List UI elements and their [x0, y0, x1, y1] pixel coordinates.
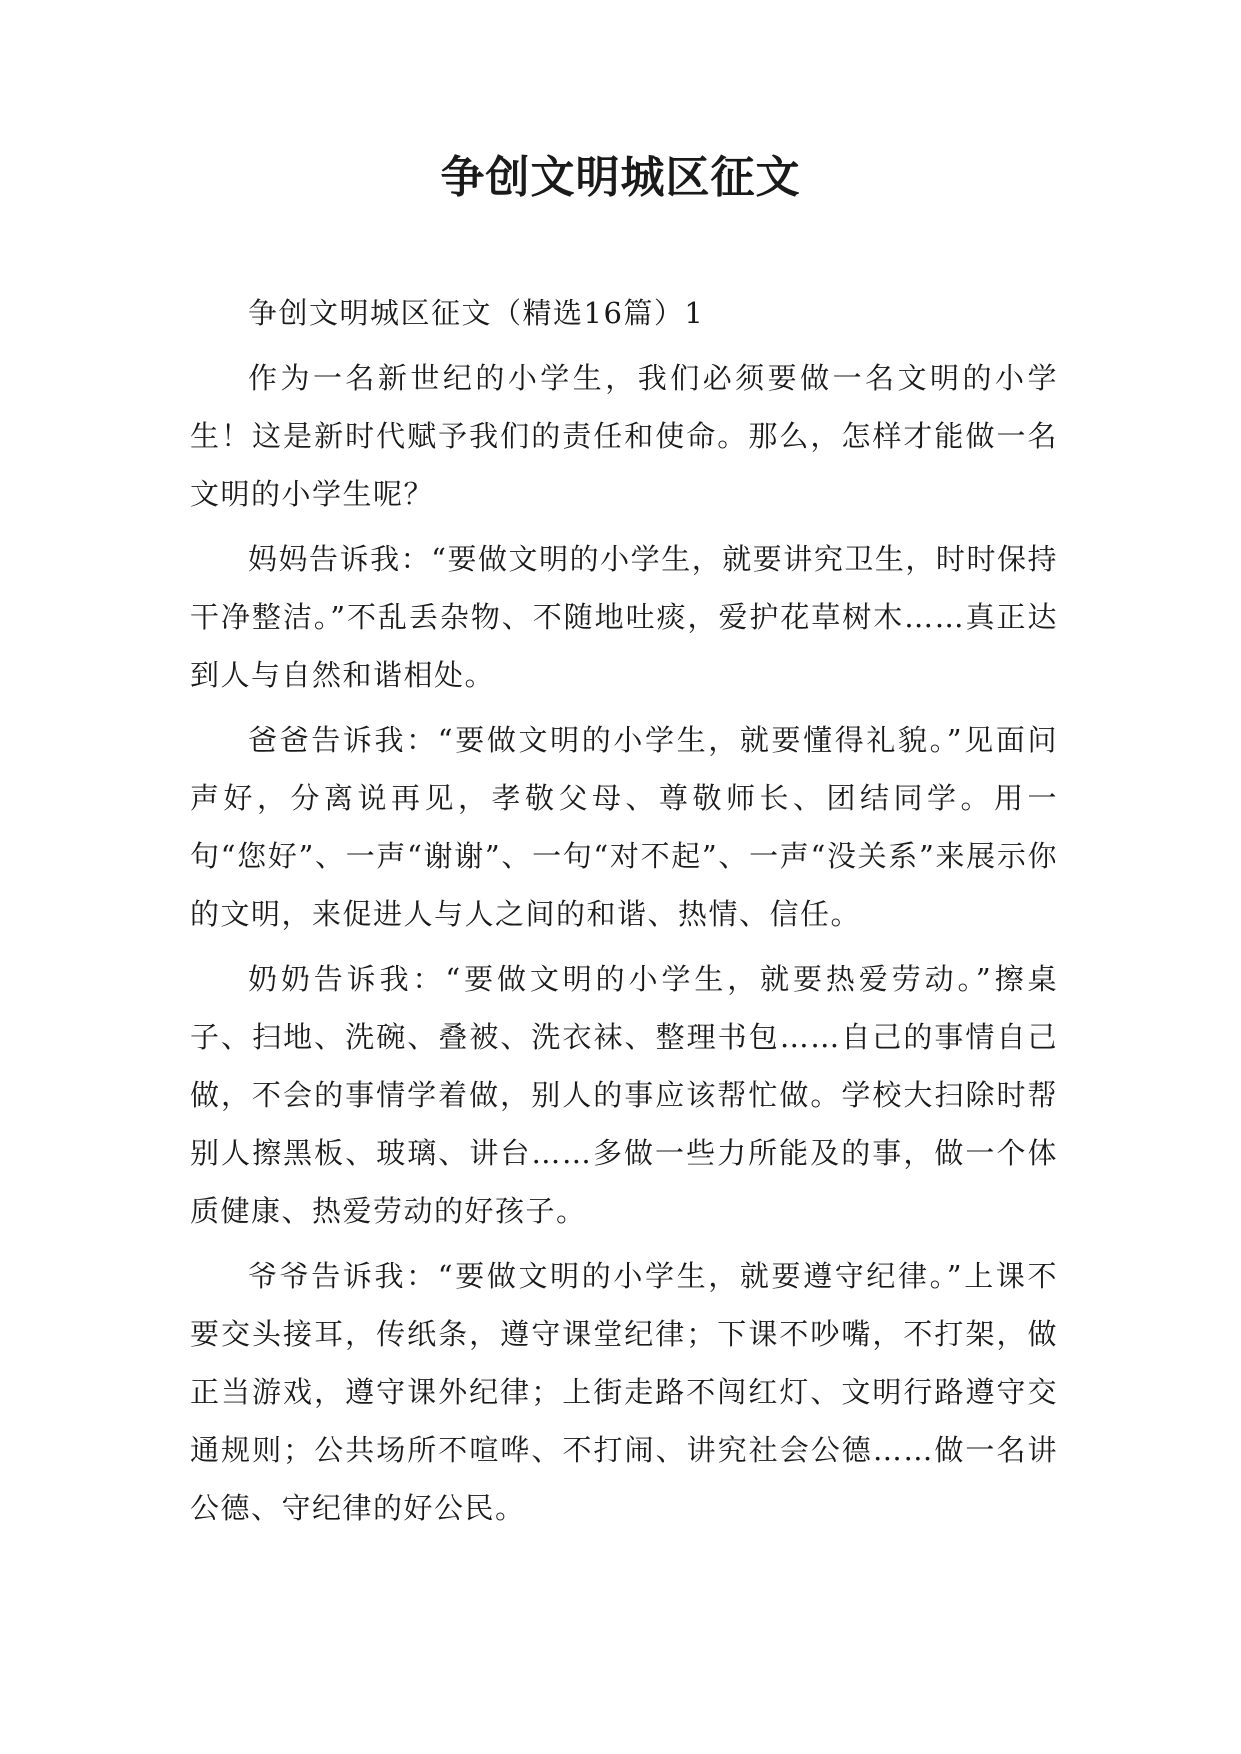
- page-title: 争创文明城区征文: [440, 152, 801, 203]
- paragraph: 爷爷告诉我：“要做文明的小学生，就要遵守纪律。”上课不要交头接耳，传纸条，遵守课堂纪律；下课不吵嘴，不打架，做正当游戏，遵守课外纪律；上街走路不闯红灯、文明行路遵守交通规则；公共场所不喧哗、不打闹、讲究社会公德……做一名讲公德、守纪律的好公民。: [190, 1259, 1058, 1525]
- paragraph: 爸爸告诉我：“要做文明的小学生，就要懂得礼貌。”见面问声好，分离说再见，孝敬父母、尊敬师长、团结同学。用一句“您好”、一声“谢谢”、一句“对不起”、一声“没关系”来展示你的文明，来促进人与人之间的和谐、热情、信任。: [190, 723, 1058, 931]
- paragraph: 奶奶告诉我：“要做文明的小学生，就要热爱劳动。”擦桌子、扫地、洗碗、叠被、洗衣袜、整理书包……自己的事情自己做，不会的事情学着做，别人的事应该帮忙做。学校大扫除时帮别人擦黑板、玻璃、讲台……多做一些力所能及的事，做一个体质健康、热爱劳动的好孩子。: [190, 962, 1058, 1228]
- paragraph: 作为一名新世纪的小学生，我们必须要做一名文明的小学生！这是新时代赋予我们的责任和使命。那么，怎样才能做一名文明的小学生呢？: [190, 361, 1058, 511]
- paragraph-heading: 争创文明城区征文（精选16篇）1: [248, 296, 705, 330]
- document-body: [190, 284, 1058, 1544]
- paragraph: 妈妈告诉我：“要做文明的小学生，就要讲究卫生，时时保持干净整洁。”不乱丢杂物、不随地吐痰，爱护花草树木……真正达到人与自然和谐相处。: [190, 542, 1058, 692]
